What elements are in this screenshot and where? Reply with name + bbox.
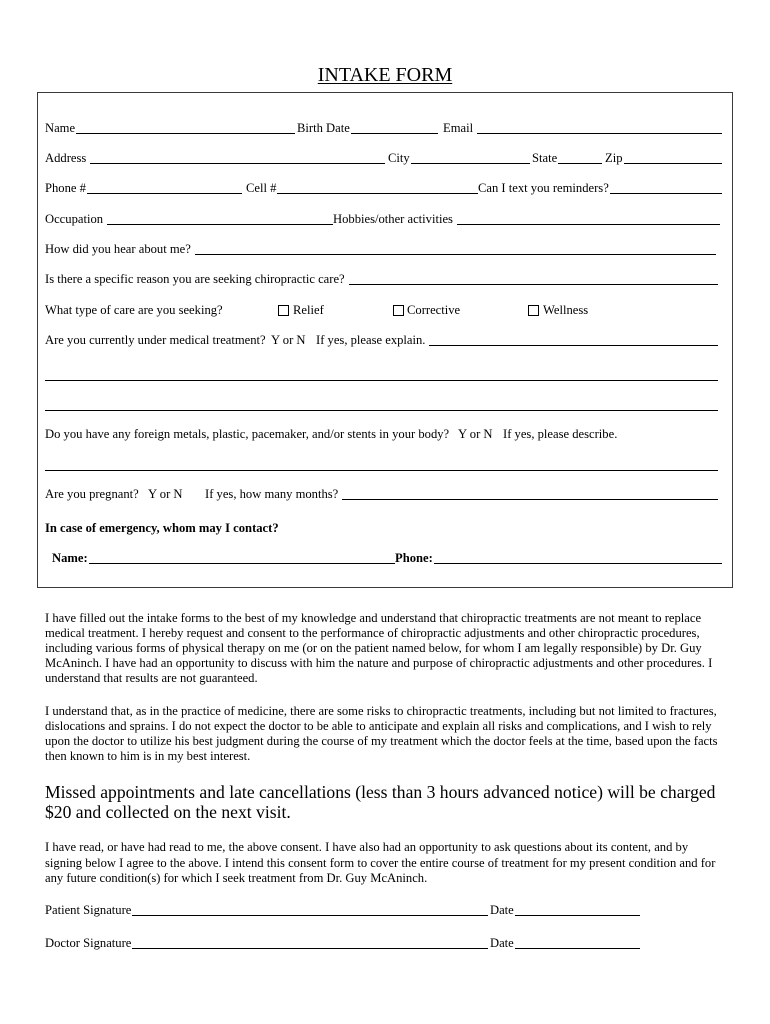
consent-paragraph-3 <box>45 840 745 887</box>
reason-label: Is there a specific reason you are seeking chiropractic care? <box>45 272 345 286</box>
reason-field <box>45 272 718 288</box>
birth-date-label: Birth Date <box>297 121 350 135</box>
referral-field <box>45 242 716 258</box>
consent-paragraph-3-line: any future condition(s) for which I seek treatment from Dr. Guy McAninch. <box>45 871 428 885</box>
medical-treatment-question: Are you currently under medical treatment? <box>45 333 266 347</box>
patient-signature-field <box>45 903 488 919</box>
email-input[interactable] <box>477 121 722 134</box>
doctor-signature-field <box>45 936 488 952</box>
birth-date-input[interactable] <box>351 121 438 134</box>
patient-signature-label: Patient Signature <box>45 903 132 917</box>
consent-paragraph-1-line: I have filled out the intake forms to the best of my knowledge and understand that chiropractic treatments are not meant to replace <box>45 611 702 625</box>
relief-checkbox[interactable] <box>278 305 289 316</box>
city-label: City <box>388 151 410 165</box>
hobbies-label: Hobbies/other activities <box>333 212 453 226</box>
doctor-date-field <box>490 936 640 952</box>
pregnancy-months-field <box>205 487 718 503</box>
medical-treatment-yes-no[interactable]: Y or N <box>271 333 306 347</box>
state-label: State <box>532 151 558 165</box>
state-field <box>532 151 602 167</box>
consent-paragraph-1-line: understand that results are not guaranteed. <box>45 671 258 685</box>
emergency-heading: In case of emergency, whom may I contact? <box>45 521 279 535</box>
doctor-signature-label: Doctor Signature <box>45 936 132 950</box>
medical-treatment-explain-label: If yes, please explain. <box>316 333 426 347</box>
relief-label: Relief <box>293 303 324 317</box>
missed-appointments-line: Missed appointments and late cancellations (less than 3 hours advanced notice) will be charged <box>45 782 716 802</box>
reason-input[interactable] <box>349 272 718 285</box>
medical-treatment-explain-input[interactable] <box>429 333 718 346</box>
wellness-label: Wellness <box>543 303 589 317</box>
patient-date-field <box>490 903 640 919</box>
consent-paragraph-2-line: I understand that, as in the practice of medicine, there are some risks to chiropractic treatments, including but not limited to fractures, <box>45 704 717 718</box>
hobbies-input[interactable] <box>457 212 720 225</box>
phone-field <box>45 181 242 197</box>
name-input[interactable] <box>76 121 295 134</box>
implants-question: Do you have any foreign metals, plastic, pacemaker, and/or stents in your body? <box>45 427 450 441</box>
referral-label: How did you hear about me? <box>45 242 191 256</box>
medical-treatment-explain-field <box>316 333 718 349</box>
doctor-date-label: Date <box>490 936 514 950</box>
zip-input[interactable] <box>624 151 723 164</box>
text-reminders-field <box>478 181 722 197</box>
patient-date-label: Date <box>490 903 514 917</box>
name-label: Name <box>45 121 76 135</box>
state-input[interactable] <box>558 151 602 164</box>
corrective-checkbox[interactable] <box>393 305 404 316</box>
hobbies-field <box>333 212 720 228</box>
referral-input[interactable] <box>195 242 716 255</box>
city-input[interactable] <box>411 151 530 164</box>
form-title: INTAKE FORM <box>317 64 453 86</box>
pregnancy-yes-no[interactable]: Y or N <box>148 487 183 501</box>
text-reminders-input[interactable] <box>610 181 722 194</box>
email-field <box>443 121 722 137</box>
implants-describe-label: If yes, please describe. <box>503 427 618 441</box>
email-label: Email <box>443 121 474 135</box>
occupation-label: Occupation <box>45 212 104 226</box>
corrective-label: Corrective <box>407 303 461 317</box>
cell-input[interactable] <box>277 181 478 194</box>
doctor-date-input[interactable] <box>515 936 640 949</box>
cell-field <box>246 181 478 197</box>
emergency-phone-input[interactable] <box>434 551 722 564</box>
missed-appointments-line: $20 and collected on the next visit. <box>45 802 291 822</box>
doctor-signature-input[interactable] <box>132 936 488 949</box>
implants-yes-no[interactable]: Y or N <box>458 427 493 441</box>
text-reminders-label: Can I text you reminders? <box>478 181 609 195</box>
emergency-phone-label: Phone: <box>395 551 433 565</box>
city-field <box>388 151 530 167</box>
patient-date-input[interactable] <box>515 903 640 916</box>
emergency-name-field <box>52 551 395 567</box>
consent-paragraph-3-line: I have read, or have had read to me, the above consent. I have also had an opportunity to ask questions about its content, and by <box>45 840 689 854</box>
emergency-name-input[interactable] <box>89 551 395 564</box>
consent-paragraph-1-line: including various forms of physical therapy on me (or on the patient named below, for whom I am legally responsible) by Dr. Guy <box>45 641 702 655</box>
form-title-row <box>0 63 770 87</box>
birth-date-field <box>297 121 438 137</box>
consent-paragraph-1 <box>45 611 745 686</box>
implants-describe-line[interactable] <box>45 470 718 471</box>
address-label: Address <box>45 151 87 165</box>
address-field <box>45 151 385 167</box>
phone-label: Phone # <box>45 181 86 195</box>
consent-paragraph-2-line: upon the doctor to utilize his best judgment during the course of my treatment which the doctor feels at the time, based upon the facts <box>45 734 718 748</box>
care-type-question: What type of care are you seeking? <box>45 303 223 317</box>
emergency-phone-field <box>395 551 722 567</box>
occupation-field <box>45 212 333 228</box>
consent-paragraph-1-line: McAninch. I have had an opportunity to discuss with him the nature and purpose of chiropractic adjustments and other procedures. I <box>45 656 713 670</box>
phone-input[interactable] <box>87 181 242 194</box>
medical-treatment-explain-line-3[interactable] <box>45 410 718 411</box>
wellness-checkbox[interactable] <box>528 305 539 316</box>
consent-paragraph-2 <box>45 704 745 764</box>
consent-paragraph-2-line: dislocations and sprains. I do not expect the doctor to be able to anticipate and explain all risks and complications, and I wish to rely <box>45 719 712 733</box>
missed-appointments-notice <box>45 782 745 822</box>
zip-field <box>605 151 722 167</box>
emergency-name-label: Name: <box>52 551 88 565</box>
pregnancy-question: Are you pregnant? <box>45 487 139 501</box>
medical-treatment-explain-line-2[interactable] <box>45 380 718 381</box>
cell-label: Cell # <box>246 181 277 195</box>
consent-paragraph-3-line: signing below I agree to the above. I intend this consent form to cover the entire course of treatment for my present condition and for <box>45 855 716 870</box>
occupation-input[interactable] <box>107 212 333 225</box>
address-input[interactable] <box>90 151 385 164</box>
consent-paragraph-1-line: medical treatment. I hereby request and consent to the performance of chiropractic adjustments and other chiropractic procedures, <box>45 626 700 640</box>
zip-label: Zip <box>605 151 623 165</box>
pregnancy-months-input[interactable] <box>342 487 718 500</box>
patient-signature-input[interactable] <box>132 903 488 916</box>
name-field <box>45 121 295 137</box>
pregnancy-months-label: If yes, how many months? <box>205 487 339 501</box>
consent-paragraph-2-line: then known to him is in my best interest. <box>45 749 251 763</box>
